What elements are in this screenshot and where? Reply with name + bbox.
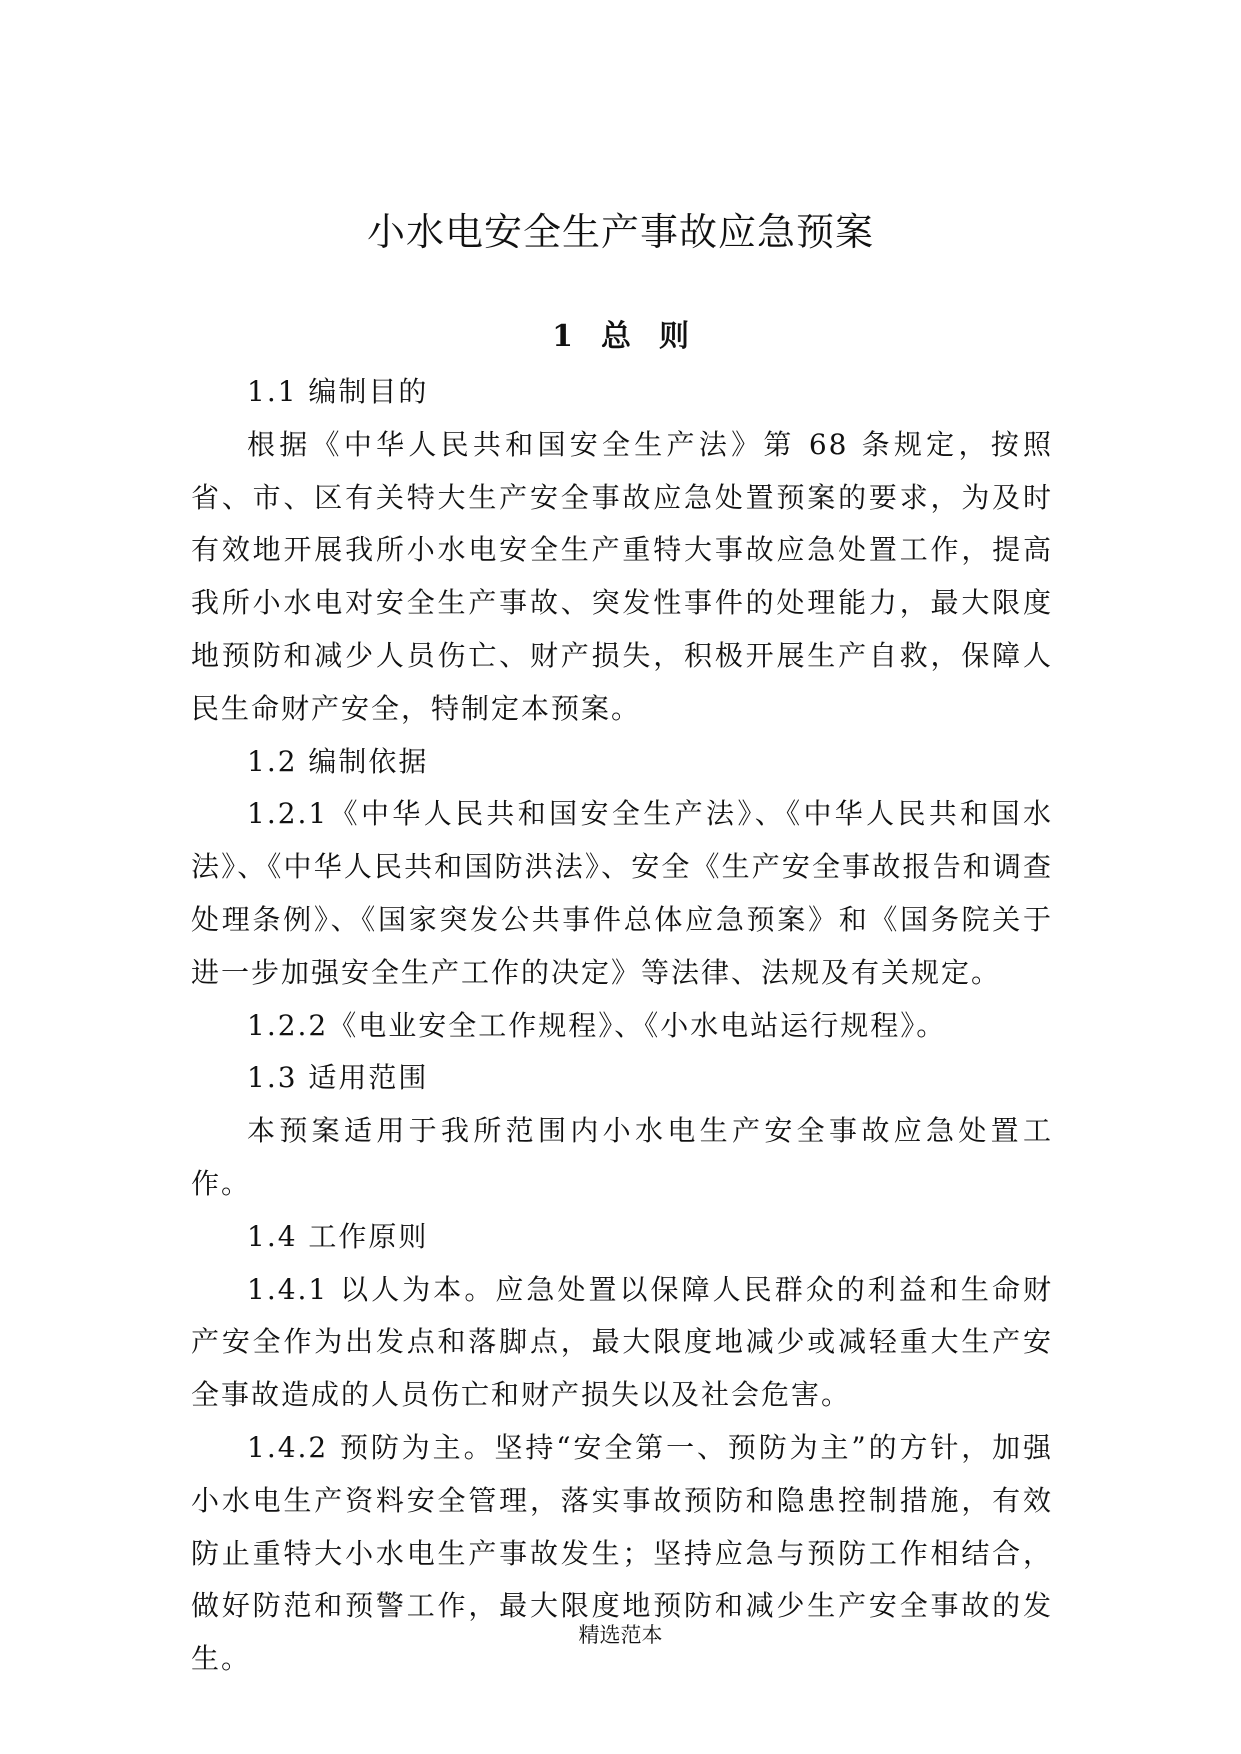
document-body [191,366,1053,1686]
subheading-principles: 1.4 工作原则 [247,1219,429,1253]
paragraph-basis-2: 1.2.2《电业安全工作规程》、《小水电站运行规程》。 [247,1008,947,1042]
page-footer: 精选范本 [578,1623,663,1647]
subheading-purpose: 1.1 编制目的 [247,375,429,408]
paragraph-principle-1: 1.4.1 以人为本。应急处置以保障人民群众的利益和生命财产安全作为出发点和落脚点，最大限度地减少或减轻重大生产安全事故造成的人员伤亡和财产损失以及社会危害。 [191,1272,1053,1412]
paragraph-basis-1: 1.2.1《中华人民共和国安全生产法》、《中华人民共和国水法》、《中华人民共和国防洪法》、安全《生产安全事故报告和调查处理条例》、《国家突发公共事件总体应急预案》和《国务院关于进一步加强安全生产工作的决定》等法律、法规及有关规定。 [191,797,1053,989]
paragraph-purpose: 根据《中华人民共和国安全生产法》第 68 条规定，按照省、市、区有关特大生产安全事故应急处置预案的要求，为及时有效地开展我所小水电安全生产重特大事故应急处置工作，提高我所小水电对安全生产事故、突发性事件的处理能力，最大限度地预防和减少人员伤亡、财产损失，积极开展生产自救，保障人民生命财产安全，特制定本预案。 [191,427,1053,725]
paragraph-principle-2: 1.4.2 预防为主。坚持“安全第一、预防为主”的方针，加强小水电生产资料安全管理，落实事故预防和隐患控制措施，有效防止重特大小水电生产事故发生；坚持应急与预防工作相结合，做好防范和预警工作，最大限度地预防和减少生产安全事故的发生。 [191,1430,1053,1676]
section-title-part2: 则 [658,319,689,354]
subheading-basis: 1.2 编制依据 [247,744,429,778]
section-heading [0,315,1241,359]
document-title: 小水电安全生产事故应急预案 [366,210,874,254]
section-title-part1: 总 [600,319,631,354]
section-number: 1 [552,319,573,354]
paragraph-scope: 本预案适用于我所范围内小水电生产安全事故应急处置工作。 [191,1114,1053,1200]
subheading-scope: 1.3 适用范围 [247,1061,429,1095]
